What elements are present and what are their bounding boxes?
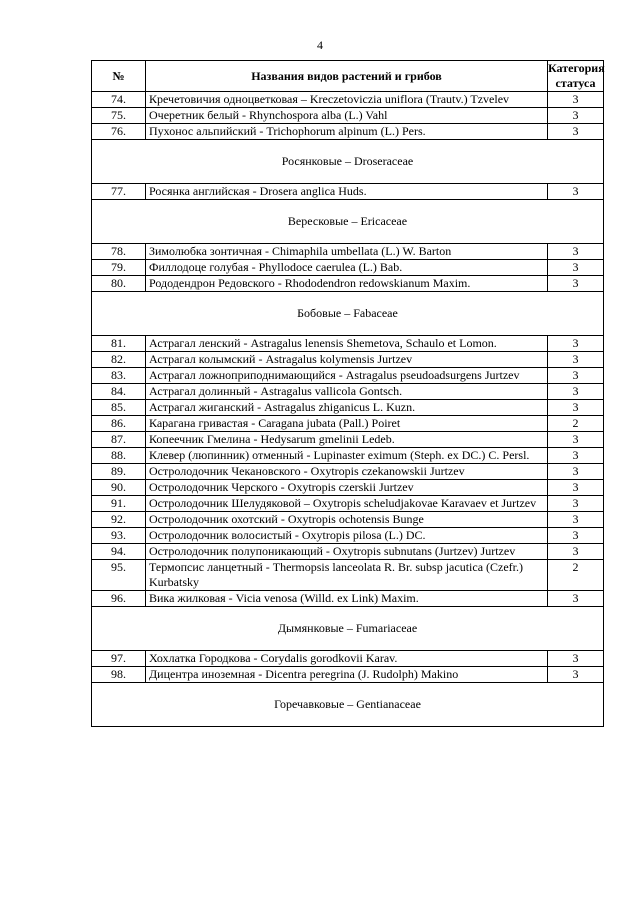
species-number: 91. bbox=[92, 496, 146, 512]
family-row bbox=[92, 683, 604, 727]
species-row bbox=[92, 651, 604, 667]
species-name: Копеечник Гмелина - Hedysarum gmelinii Ledeb. bbox=[146, 432, 548, 448]
status-category: 3 bbox=[548, 667, 604, 683]
species-row bbox=[92, 544, 604, 560]
species-row bbox=[92, 108, 604, 124]
status-category: 3 bbox=[548, 591, 604, 607]
species-name: Остролодочник Чекановского - Oxytropis czekanowskii Jurtzev bbox=[146, 464, 548, 480]
status-category: 3 bbox=[548, 400, 604, 416]
status-category: 3 bbox=[548, 528, 604, 544]
status-category: 3 bbox=[548, 184, 604, 200]
family-row bbox=[92, 200, 604, 244]
species-number: 80. bbox=[92, 276, 146, 292]
status-category: 2 bbox=[548, 416, 604, 432]
species-number: 96. bbox=[92, 591, 146, 607]
status-category: 3 bbox=[548, 480, 604, 496]
species-name: Остролодочник охотский - Oxytropis ochotensis Bunge bbox=[146, 512, 548, 528]
species-number: 74. bbox=[92, 92, 146, 108]
species-number: 79. bbox=[92, 260, 146, 276]
species-row bbox=[92, 464, 604, 480]
species-row bbox=[92, 432, 604, 448]
species-number: 95. bbox=[92, 560, 146, 591]
species-name: Вика жилковая - Vicia venosa (Willd. ex Link) Maxim. bbox=[146, 591, 548, 607]
species-number: 98. bbox=[92, 667, 146, 683]
species-name: Термопсис ланцетный - Thermopsis lanceolata R. Br. subsp jacutica (Czefr.) Kurbatsky bbox=[146, 560, 548, 591]
status-category: 3 bbox=[548, 244, 604, 260]
species-row bbox=[92, 400, 604, 416]
species-row bbox=[92, 591, 604, 607]
status-category: 3 bbox=[548, 512, 604, 528]
status-category: 3 bbox=[548, 544, 604, 560]
header-status-category: Категория статуса bbox=[548, 61, 605, 90]
family-name: Бобовые – Fabaceae bbox=[92, 292, 604, 336]
species-row bbox=[92, 352, 604, 368]
header-species-name: Названия видов растений и грибов bbox=[146, 61, 548, 92]
species-row bbox=[92, 260, 604, 276]
species-row bbox=[92, 92, 604, 108]
species-table bbox=[91, 60, 604, 727]
status-category: 3 bbox=[548, 260, 604, 276]
species-row bbox=[92, 448, 604, 464]
species-number: 86. bbox=[92, 416, 146, 432]
species-row bbox=[92, 244, 604, 260]
species-name: Кречетовичия одноцветковая – Kreczetoviczia uniflora (Trautv.) Tzvelev bbox=[146, 92, 548, 108]
table-header-row bbox=[92, 61, 604, 92]
family-name: Горечавковые – Gentianaceae bbox=[92, 683, 604, 727]
status-category: 3 bbox=[548, 108, 604, 124]
family-name: Дымянковые – Fumariaceae bbox=[92, 607, 604, 651]
status-category: 3 bbox=[548, 496, 604, 512]
species-name: Филлодоце голубая - Phyllodoce caerulea (L.) Bab. bbox=[146, 260, 548, 276]
status-category: 3 bbox=[548, 464, 604, 480]
species-row bbox=[92, 184, 604, 200]
species-row bbox=[92, 416, 604, 432]
species-number: 87. bbox=[92, 432, 146, 448]
species-row bbox=[92, 667, 604, 683]
species-row bbox=[92, 124, 604, 140]
species-number: 92. bbox=[92, 512, 146, 528]
header-number: № bbox=[92, 61, 146, 92]
species-name: Карагана гривастая - Caragana jubata (Pall.) Poiret bbox=[146, 416, 548, 432]
species-row bbox=[92, 512, 604, 528]
species-number: 94. bbox=[92, 544, 146, 560]
species-number: 85. bbox=[92, 400, 146, 416]
species-number: 88. bbox=[92, 448, 146, 464]
species-name: Очеретник белый - Rhynchospora alba (L.) Vahl bbox=[146, 108, 548, 124]
species-name: Клевер (люпинник) отменный - Lupinaster eximum (Steph. ex DC.) C. Persl. bbox=[146, 448, 548, 464]
species-number: 75. bbox=[92, 108, 146, 124]
species-number: 84. bbox=[92, 384, 146, 400]
family-row bbox=[92, 607, 604, 651]
species-number: 83. bbox=[92, 368, 146, 384]
family-name: Вересковые – Ericaceae bbox=[92, 200, 604, 244]
species-name: Астрагал ленский - Astragalus lenensis Shemetova, Schaulo et Lomon. bbox=[146, 336, 548, 352]
species-row bbox=[92, 496, 604, 512]
status-category: 3 bbox=[548, 92, 604, 108]
status-category: 3 bbox=[548, 336, 604, 352]
species-row bbox=[92, 528, 604, 544]
species-name: Дицентра иноземная - Dicentra peregrina (J. Rudolph) Makino bbox=[146, 667, 548, 683]
species-number: 89. bbox=[92, 464, 146, 480]
status-category: 3 bbox=[548, 651, 604, 667]
status-category: 3 bbox=[548, 384, 604, 400]
species-number: 76. bbox=[92, 124, 146, 140]
species-row bbox=[92, 276, 604, 292]
table-body bbox=[92, 92, 604, 727]
species-number: 77. bbox=[92, 184, 146, 200]
status-category: 3 bbox=[548, 124, 604, 140]
family-name: Росянковые – Droseraceae bbox=[92, 140, 604, 184]
status-category: 3 bbox=[548, 448, 604, 464]
species-row bbox=[92, 384, 604, 400]
species-name: Зимолюбка зонтичная - Chimaphila umbellata (L.) W. Barton bbox=[146, 244, 548, 260]
species-name: Астрагал долинный - Astragalus vallicola Gontsch. bbox=[146, 384, 548, 400]
status-category: 3 bbox=[548, 368, 604, 384]
species-number: 97. bbox=[92, 651, 146, 667]
species-name: Астрагал жиганский - Astragalus zhiganicus L. Kuzn. bbox=[146, 400, 548, 416]
species-row bbox=[92, 368, 604, 384]
species-name: Рододендрон Редовского - Rhododendron redowskianum Maxim. bbox=[146, 276, 548, 292]
species-number: 78. bbox=[92, 244, 146, 260]
page-number: 4 bbox=[317, 38, 323, 52]
species-number: 93. bbox=[92, 528, 146, 544]
species-name: Хохлатка Городкова - Corydalis gorodkovii Karav. bbox=[146, 651, 548, 667]
species-name: Астрагал колымский - Astragalus kolymensis Jurtzev bbox=[146, 352, 548, 368]
species-number: 81. bbox=[92, 336, 146, 352]
family-row bbox=[92, 292, 604, 336]
status-category: 3 bbox=[548, 432, 604, 448]
status-category: 3 bbox=[548, 276, 604, 292]
species-number: 90. bbox=[92, 480, 146, 496]
species-row bbox=[92, 560, 604, 591]
status-category: 3 bbox=[548, 352, 604, 368]
species-name: Росянка английская - Drosera anglica Huds. bbox=[146, 184, 548, 200]
species-name: Остролодочник Черского - Oxytropis czerskii Jurtzev bbox=[146, 480, 548, 496]
species-name: Остролодочник полупоникающий - Oxytropis subnutans (Jurtzev) Jurtzev bbox=[146, 544, 548, 560]
species-row bbox=[92, 480, 604, 496]
species-number: 82. bbox=[92, 352, 146, 368]
species-name: Остролодочник Шелудяковой – Oxytropis scheludjakovae Karavaev et Jurtzev bbox=[146, 496, 548, 512]
species-name: Пухонос альпийский - Trichophorum alpinum (L.) Pers. bbox=[146, 124, 548, 140]
species-row bbox=[92, 336, 604, 352]
species-name: Астрагал ложноприподнимающийся - Astragalus pseudoadsurgens Jurtzev bbox=[146, 368, 548, 384]
species-name: Остролодочник волосистый - Oxytropis pilosa (L.) DC. bbox=[146, 528, 548, 544]
status-category: 2 bbox=[548, 560, 604, 591]
family-row bbox=[92, 140, 604, 184]
